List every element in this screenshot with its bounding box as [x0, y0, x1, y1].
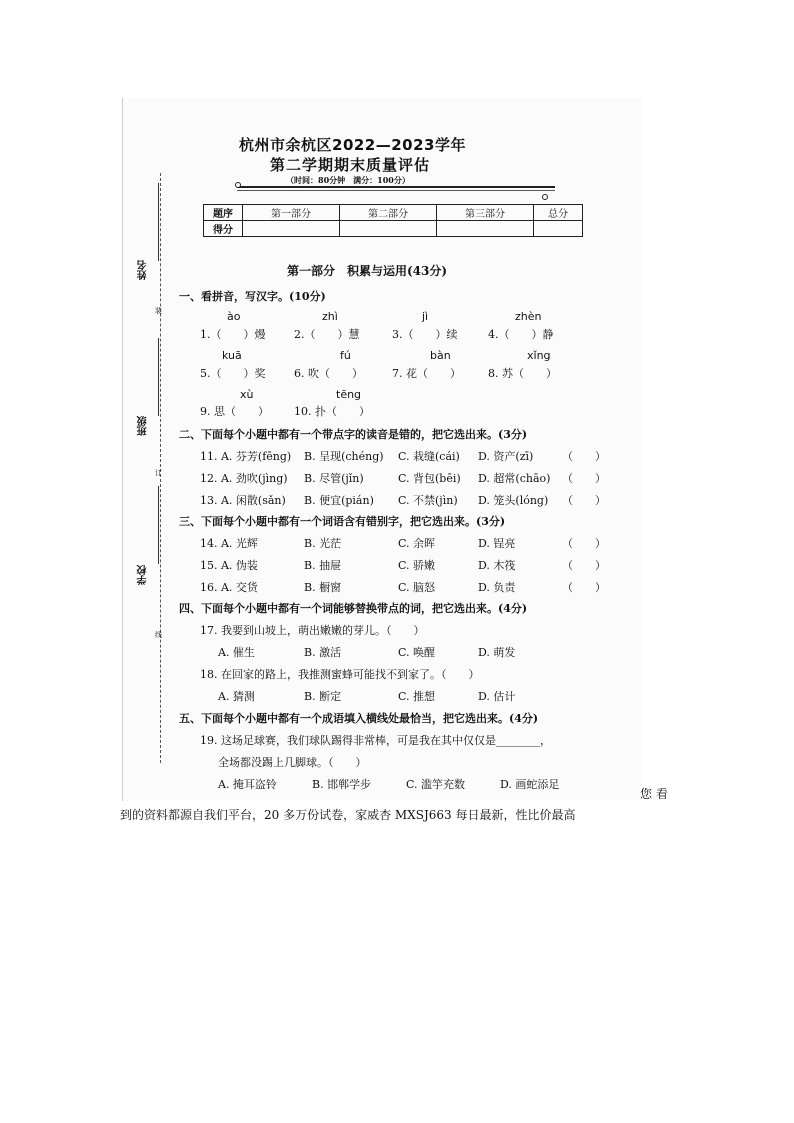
- q1-item: 4.（ ）静: [488, 328, 554, 341]
- q19-option: B. 邯郸学步: [312, 778, 372, 791]
- answer-brackets: （ ）: [562, 581, 606, 594]
- school-label: 学校: [138, 565, 149, 585]
- q3-option: D. 负责: [478, 581, 516, 594]
- q3-option: C. 余晖: [398, 537, 436, 550]
- q3-option: 16. A. 交货: [200, 581, 258, 594]
- scanned-exam-page: [122, 98, 642, 801]
- pinyin: jì: [422, 310, 429, 323]
- q2-option: B. 便宜(pián): [304, 494, 374, 507]
- answer-brackets: （ ）: [562, 559, 606, 572]
- score-table: [203, 204, 583, 237]
- pinyin: fú: [340, 349, 351, 362]
- part1-title: 第一部分 积累与运用(43分): [287, 264, 448, 278]
- pinyin: tēng: [336, 388, 362, 401]
- q5-title: 五、下面每个小题中都有一个成语填入横线处最恰当，把它选出来。(4分): [179, 712, 539, 725]
- pinyin: zhì: [322, 310, 338, 323]
- q2-option: C. 背包(bēi): [398, 472, 461, 485]
- q3-title: 三、下面每个小题中都有一个词语含有错别字，把它选出来。(3分): [179, 515, 506, 528]
- class-blank: [158, 338, 159, 416]
- q3-option: C. 骄嫩: [398, 559, 436, 572]
- q3-option: B. 光茫: [304, 537, 342, 550]
- pinyin: xǐng: [527, 349, 551, 362]
- q1-item: 8. 苏（ ）: [488, 367, 557, 380]
- q3-option: C. 脑怒: [398, 581, 436, 594]
- q3-option: D. 木筏: [478, 559, 516, 572]
- q1-item: 6. 吹（ ）: [294, 367, 363, 380]
- q1-item: 2.（ ）慧: [294, 328, 360, 341]
- q2-title: 二、下面每个小题中都有一个带点字的读音是错的，把它选出来。(3分): [179, 428, 528, 441]
- q19-stem-line1: 19. 这场足球赛，我们球队踢得非常棒，可是我在其中仅仅是________，: [200, 734, 551, 747]
- q17-stem: 17. 我要到山坡上，萌出嫩嫩的芽儿。（ ）: [200, 624, 425, 637]
- score-header-cell: 第三部分: [437, 205, 534, 221]
- score-row-label: 得分: [204, 221, 243, 237]
- q18-option: A. 猜测: [218, 690, 255, 703]
- pinyin: kuā: [222, 349, 242, 362]
- q18-option: B. 断定: [304, 690, 342, 703]
- score-cell: [340, 221, 437, 237]
- q2-option: D. 超常(chāo): [478, 472, 551, 485]
- pinyin: ào: [227, 310, 241, 323]
- answer-brackets: （ ）: [562, 537, 606, 550]
- q3-option: 14. A. 光辉: [200, 537, 258, 550]
- exam-title-line2: 第二学期期末质量评估: [270, 156, 431, 174]
- q1-title: 一、看拼音，写汉字。(10分): [179, 290, 326, 303]
- q1-item: 7. 花（ ）: [392, 367, 461, 380]
- binding-mark: 装: [155, 307, 162, 315]
- q17-option: B. 激活: [304, 646, 342, 659]
- q17-option: D. 萌发: [478, 646, 516, 659]
- score-header-cell: 第二部分: [340, 205, 437, 221]
- q2-option: C. 栽缝(cái): [398, 450, 460, 463]
- q17-option: C. 唤醒: [398, 646, 436, 659]
- pinyin: zhèn: [515, 310, 542, 323]
- pinyin: bàn: [430, 349, 451, 362]
- q1-item: 3.（ ）续: [392, 328, 458, 341]
- q3-option: D. 锃亮: [478, 537, 516, 550]
- q3-option: 15. A. 伪装: [200, 559, 258, 572]
- name-blank: [158, 183, 159, 261]
- title-rule: [237, 186, 555, 188]
- exam-meta: （时间：80分钟 满分：100分）: [286, 175, 410, 185]
- q2-option: B. 呈现(chéng): [304, 450, 384, 463]
- score-cell: [243, 221, 340, 237]
- answer-brackets: （ ）: [562, 472, 606, 485]
- q2-option: D. 笼头(lóng): [478, 494, 549, 507]
- score-header-cell: 第一部分: [243, 205, 340, 221]
- q2-option: C. 不禁(jìn): [398, 494, 458, 507]
- answer-brackets: （ ）: [562, 494, 606, 507]
- score-cell: [534, 221, 583, 237]
- q17-option: A. 催生: [218, 646, 255, 659]
- q19-stem-line2: 全场都没踢上几脚球。（ ）: [218, 756, 367, 769]
- q1-item: 9. 思（ ）: [200, 405, 269, 418]
- score-header-cell: 题序: [204, 205, 243, 221]
- q19-option: A. 掩耳盗铃: [218, 778, 277, 791]
- pinyin: xù: [240, 388, 254, 401]
- q4-title: 四、下面每个小题中都有一个词能够替换带点的词，把它选出来。(4分): [179, 602, 528, 615]
- q3-option: B. 橱窗: [304, 581, 342, 594]
- rule-dot-right: [542, 194, 548, 200]
- score-cell: [437, 221, 534, 237]
- footer-notice: 到的资料都源自我们平台，20 多万份试卷，家威杏 MXSJ663 每日最新，性比价最高: [120, 808, 576, 822]
- title-rule-thin: [237, 190, 555, 191]
- q2-option: B. 尽管(jǐn): [304, 472, 364, 485]
- q18-stem: 18. 在回家的路上，我推测蜜蜂可能找不到家了。（ ）: [200, 668, 480, 681]
- q3-option: B. 抽屉: [304, 559, 342, 572]
- q19-option: D. 画蛇添足: [500, 778, 560, 791]
- q18-option: C. 推想: [398, 690, 436, 703]
- q1-item: 1.（ ）熳: [200, 328, 266, 341]
- school-blank: [158, 486, 159, 564]
- name-label: 姓名: [138, 260, 149, 280]
- q2-option: 11. A. 芬芳(fēng): [200, 450, 292, 463]
- binding-mark: 线: [155, 631, 162, 639]
- class-label: 班级: [138, 416, 149, 436]
- score-header-cell: 总分: [534, 205, 583, 221]
- q19-option: C. 滥竽充数: [406, 778, 466, 791]
- footer-tail: 您 看: [640, 787, 668, 801]
- rule-dot-left: [235, 182, 241, 188]
- q2-option: 13. A. 闲散(sǎn): [200, 494, 286, 507]
- exam-title-line1: 杭州市余杭区2022—2023学年: [239, 136, 466, 154]
- q1-item: 5.（ ）奖: [200, 367, 266, 380]
- answer-brackets: （ ）: [562, 450, 606, 463]
- q1-item: 10. 扑（ ）: [294, 405, 370, 418]
- q2-option: 12. A. 劲吹(jìng): [200, 472, 288, 485]
- binding-mark: 订: [155, 469, 162, 477]
- q18-option: D. 估计: [478, 690, 516, 703]
- q2-option: D. 资产(zī): [478, 450, 534, 463]
